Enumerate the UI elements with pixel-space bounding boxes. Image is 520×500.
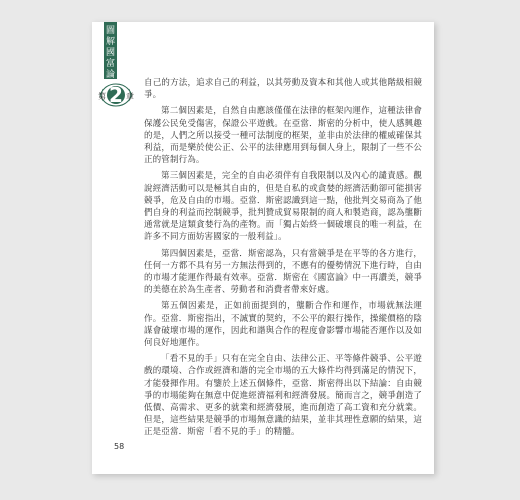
paragraph: 第五個因素是，正如前面提到的，壟斷合作和運作，市場就無法運作。亞當．斯密指出，不誠實的契約，不公平的銀行操作，操縱價格的陰謀會破壞市場的運作，因此和諧與合作的程度會影響市場能否運作以及如何良好地運作。	[144, 301, 422, 349]
series-title-char: 富	[105, 59, 115, 69]
chapter-suffix: 章	[126, 92, 134, 101]
series-title-char: 國	[105, 48, 115, 58]
series-title-tab	[104, 22, 117, 79]
body-text	[144, 77, 422, 443]
chapter-prefix: 第	[98, 92, 106, 101]
chapter-number: 2	[109, 83, 123, 107]
paragraph: 第四個因素是，亞當．斯密認為，只有當競爭是在平等的各方進行，任何一方都不具有另一方無法得到的，不應有的優勢情況下進行時，自由的市場才能運作得最有效率。亞當．斯密在《國富論》中一再讚美，競爭的美德在於為生產者、勞動者和消費者帶來好處。	[144, 248, 422, 296]
series-title-char: 圖	[105, 26, 115, 36]
book-page	[92, 22, 434, 474]
paragraph: 第二個因素是，自然自由應該僅僅在法律的框架內運作，這種法律會保護公民免受傷害，保證公平遊戲。在亞當．斯密的分析中，使人感興趣的是，人們之所以接受一種可法制度的框架，並非由於法律的權威確保其利益，而是樂於使公正、公平的法律應用到每個人身上，限制了一些不公正的管制行為。	[144, 106, 422, 166]
paragraph: 自己的方法，追求自己的利益，以其勞動及資本和其他人或其他階級相競爭。	[144, 78, 422, 101]
chapter-badge	[97, 82, 135, 108]
paragraph: 第三個因素是，完全的自由必須伴有自我限制以及內心的譴責感。觀說經濟活動可以是極其自由的，但是自私的或貪婪的經濟活動卻可能損害競爭，危及自由的市場。亞當．斯密認識到這一點，他批判交易商為了他們自身的利益而控制競爭，批判贊成貿易限制的商人和製造商，認為壟斷通常就是這類貪婪行為的產物。而「獨占始終一個破壞良的唯一利益，在許多不同方面妨害國家的一般利益」。	[144, 171, 422, 243]
paragraph: 「看不見的手」只有在完全自由、法律公正、平等條件競爭、公平遊戲的環境、合作或經濟和諧的完全市場的五大條件均得到滿足的情況下，才能發揮作用。有鑒於上述五個條件，亞當．斯密得出以下結論：自由競爭的市場能夠在無意中促進經濟福利和經濟發展。簡而言之，競爭創造了低價、高需求、更多的就業和經濟發展，進而創造了高工資和充分就業。但是，這些結果是競爭的市場無意識的結果，並非其理性意願的結果，這正是亞當．斯密「看不見的手」的精髓。	[144, 354, 422, 438]
page-number: 58	[114, 442, 125, 451]
series-title-char: 論	[105, 70, 115, 80]
series-title-char: 解	[105, 37, 115, 47]
